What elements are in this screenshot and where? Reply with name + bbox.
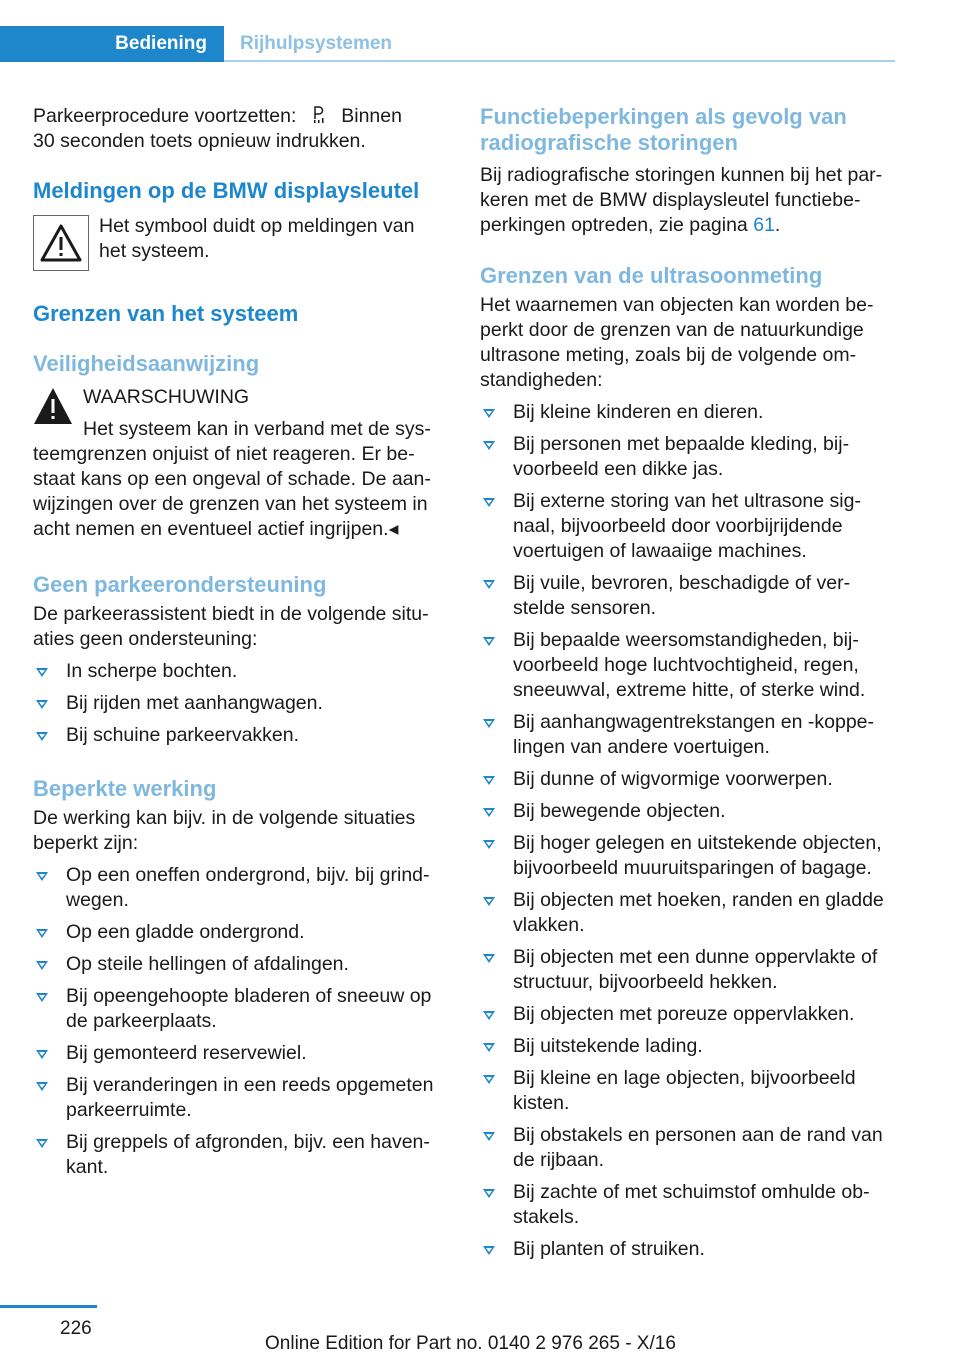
intro-text-after: Binnen bbox=[341, 105, 402, 127]
warning-title: WAARSCHUWING bbox=[83, 386, 250, 408]
list-item-text: Bij objecten met hoeken, randen en gladde vlakken. bbox=[513, 889, 884, 936]
bullet-triangle-icon bbox=[36, 700, 48, 709]
list-item bbox=[33, 920, 443, 945]
list-item bbox=[480, 1034, 895, 1059]
bullet-triangle-icon bbox=[483, 441, 495, 450]
list-item-text: Bij bepaalde weersomstandigheden, bijvoorbeeld hoge luchtvochtigheid, regen, sneeuwval, extreme hitte, of sterke wind. bbox=[513, 629, 866, 701]
list-item-text: Bij schuine parkeervakken. bbox=[66, 724, 300, 746]
list-item-text: Bij hoger gelegen en uitstekende objecten, bijvoorbeeld muuruitsparingen of bagage. bbox=[513, 832, 882, 879]
warning-text-body: Het systeem kan in verband met de systeemgrenzen onjuist of niet reageren. Er bestaat kans op een ongeval of schade. De aanwijzingen over de grenzen van het systeem in acht nemen en eventueel actief ingrijpen. bbox=[33, 418, 431, 540]
list-item bbox=[480, 400, 895, 425]
heading-geen-parkeerondersteuning: Geen parkeerondersteuning bbox=[33, 572, 327, 597]
bullet-triangle-icon bbox=[36, 961, 48, 970]
meldingen-text: Het symbool duidt op meldingen van het systeem. bbox=[99, 215, 415, 262]
bullet-triangle-icon bbox=[483, 1043, 495, 1052]
geen-list bbox=[33, 659, 443, 748]
warning-triangle-icon bbox=[33, 215, 89, 271]
bullet-triangle-icon bbox=[483, 1246, 495, 1255]
list-item bbox=[480, 799, 895, 824]
list-item-text: Bij objecten met poreuze oppervlakken. bbox=[513, 1003, 855, 1025]
footer-divider bbox=[0, 1305, 97, 1308]
list-item-text: Bij planten of struiken. bbox=[513, 1238, 705, 1260]
list-item bbox=[480, 1066, 895, 1116]
list-item bbox=[33, 952, 443, 977]
list-item-text: Op een gladde ondergrond. bbox=[66, 921, 305, 943]
bullet-triangle-icon bbox=[36, 668, 48, 677]
bullet-triangle-icon bbox=[483, 776, 495, 785]
ultra-list bbox=[480, 400, 895, 1262]
bullet-triangle-icon bbox=[36, 732, 48, 741]
bullet-triangle-icon bbox=[483, 808, 495, 817]
bullet-triangle-icon bbox=[483, 637, 495, 646]
functie-text-body: Bij radiografische storingen kunnen bij het parkeren met de BMW displaysleutel functiebeperkingen optreden, zie pagina bbox=[480, 164, 883, 236]
bullet-triangle-icon bbox=[483, 409, 495, 418]
park-assist-button-icon bbox=[312, 106, 326, 124]
list-item-text: Bij gemonteerd reservewiel. bbox=[66, 1042, 307, 1064]
heading-veiligheidsaanwijzing: Veiligheidsaanwijzing bbox=[33, 351, 260, 376]
list-item-text: Bij personen met bepaalde kleding, bijvoorbeeld een dikke jas. bbox=[513, 433, 850, 480]
heading-grenzen-systeem: Grenzen van het systeem bbox=[33, 301, 299, 326]
bullet-triangle-icon bbox=[36, 993, 48, 1002]
list-item bbox=[33, 984, 443, 1034]
warning-text bbox=[33, 417, 443, 542]
list-item-text: Bij uitstekende lading. bbox=[513, 1035, 703, 1057]
list-item-text: Bij greppels of afgronden, bijv. een havenkant. bbox=[66, 1131, 430, 1178]
list-item bbox=[480, 489, 895, 564]
meldingen-block bbox=[33, 215, 443, 271]
bullet-triangle-icon bbox=[36, 1139, 48, 1148]
intro-text-line2: 30 seconden toets opnieuw indrukken. bbox=[33, 130, 366, 152]
bullet-triangle-icon bbox=[483, 1189, 495, 1198]
list-item-text: Bij vuile, bevroren, beschadigde of verstelde sensoren. bbox=[513, 572, 851, 619]
tab-bediening[interactable] bbox=[0, 26, 224, 62]
page-number: 226 bbox=[60, 1318, 92, 1339]
list-item bbox=[480, 628, 895, 703]
list-item bbox=[480, 710, 895, 760]
ultra-text: Het waarnemen van objecten kan worden beperkt door de grenzen van de natuurkundige ultrasone meting, zoals bij de volgende omstandigheden: bbox=[480, 294, 874, 391]
list-item-text: Bij objecten met een dunne oppervlakte of structuur, bijvoorbeeld hekken. bbox=[513, 946, 878, 993]
bullet-triangle-icon bbox=[483, 498, 495, 507]
heading-functiebeperkingen: Functiebeperkingen als gevolg van radiografische storingen bbox=[480, 104, 847, 155]
list-item bbox=[480, 767, 895, 792]
list-item bbox=[33, 1130, 443, 1180]
list-item-text: Op een oneffen ondergrond, bijv. bij grindwegen. bbox=[66, 864, 430, 911]
heading-ultrasoonmeting: Grenzen van de ultrasoonmeting bbox=[480, 263, 823, 288]
list-item bbox=[480, 1123, 895, 1173]
list-item-text: In scherpe bochten. bbox=[66, 660, 238, 682]
bullet-triangle-icon bbox=[483, 1132, 495, 1141]
list-item bbox=[480, 1002, 895, 1027]
list-item-text: Bij aanhangwagentrekstangen en -koppelingen van andere voertuigen. bbox=[513, 711, 875, 758]
left-column bbox=[33, 100, 443, 1187]
intro-paragraph bbox=[33, 104, 443, 154]
bullet-triangle-icon bbox=[36, 1082, 48, 1091]
beperkte-list bbox=[33, 863, 443, 1180]
bullet-triangle-icon bbox=[483, 1011, 495, 1020]
list-item-text: Op steile hellingen of afdalingen. bbox=[66, 953, 349, 975]
header-divider bbox=[224, 60, 895, 62]
list-item bbox=[480, 831, 895, 881]
bullet-triangle-icon bbox=[483, 580, 495, 589]
list-item-text: Bij dunne of wigvormige voorwerpen. bbox=[513, 768, 833, 790]
list-item bbox=[480, 945, 895, 995]
list-item bbox=[33, 691, 443, 716]
bullet-triangle-icon bbox=[483, 719, 495, 728]
heading-meldingen: Meldingen op de BMW displaysleutel bbox=[33, 178, 420, 203]
page-header bbox=[0, 0, 960, 62]
list-item-text: Bij zachte of met schuimstof omhulde obstakels. bbox=[513, 1181, 870, 1228]
warning-triangle-filled-icon bbox=[33, 387, 73, 425]
geen-text: De parkeerassistent biedt in de volgende situaties geen ondersteuning: bbox=[33, 603, 429, 650]
list-item bbox=[480, 1180, 895, 1230]
page-61-link[interactable]: 61 bbox=[753, 214, 775, 236]
bullet-triangle-icon bbox=[483, 840, 495, 849]
right-column bbox=[480, 100, 895, 1269]
beperkte-text: De werking kan bijv. in de volgende situaties beperkt zijn: bbox=[33, 807, 416, 854]
list-item-text: Bij kleine en lage objecten, bijvoorbeeld kisten. bbox=[513, 1067, 856, 1114]
warning-block bbox=[33, 385, 443, 542]
end-mark: ◂ bbox=[388, 518, 399, 540]
list-item-text: Bij obstakels en personen aan de rand van de rijbaan. bbox=[513, 1124, 883, 1171]
tab-rijhulpsystemen[interactable] bbox=[240, 26, 392, 62]
bullet-triangle-icon bbox=[36, 929, 48, 938]
tab-rijhulpsystemen-label: Rijhulpsystemen bbox=[240, 33, 393, 54]
list-item bbox=[33, 723, 443, 748]
list-item-text: Bij veranderingen in een reeds opgemeten parkeerruimte. bbox=[66, 1074, 434, 1121]
list-item-text: Bij externe storing van het ultrasone signaal, bijvoorbeeld door voorbijrijdende voertuigen of lawaaiige machines. bbox=[513, 490, 861, 562]
functie-text bbox=[480, 163, 895, 238]
list-item bbox=[480, 571, 895, 621]
heading-beperkte-werking: Beperkte werking bbox=[33, 776, 217, 801]
bullet-triangle-icon bbox=[483, 897, 495, 906]
list-item-text: Bij opeengehoopte bladeren of sneeuw op de parkeerplaats. bbox=[66, 985, 432, 1032]
bullet-triangle-icon bbox=[483, 1075, 495, 1084]
bullet-triangle-icon bbox=[36, 1050, 48, 1059]
list-item bbox=[33, 863, 443, 913]
list-item-text: Bij kleine kinderen en dieren. bbox=[513, 401, 764, 423]
tab-bediening-label: Bediening bbox=[115, 33, 207, 54]
intro-text: Parkeerprocedure voortzetten: bbox=[33, 105, 297, 127]
list-item bbox=[480, 888, 895, 938]
list-item bbox=[33, 1041, 443, 1066]
bullet-triangle-icon bbox=[483, 954, 495, 963]
functie-text-end: . bbox=[774, 214, 781, 236]
list-item bbox=[480, 432, 895, 482]
list-item bbox=[480, 1237, 895, 1262]
list-item bbox=[33, 659, 443, 684]
list-item bbox=[33, 1073, 443, 1123]
edition-footer: Online Edition for Part no. 0140 2 976 265 - X/16 bbox=[265, 1333, 676, 1354]
list-item-text: Bij bewegende objecten. bbox=[513, 800, 726, 822]
list-item-text: Bij rijden met aanhangwagen. bbox=[66, 692, 323, 714]
bullet-triangle-icon bbox=[36, 872, 48, 881]
